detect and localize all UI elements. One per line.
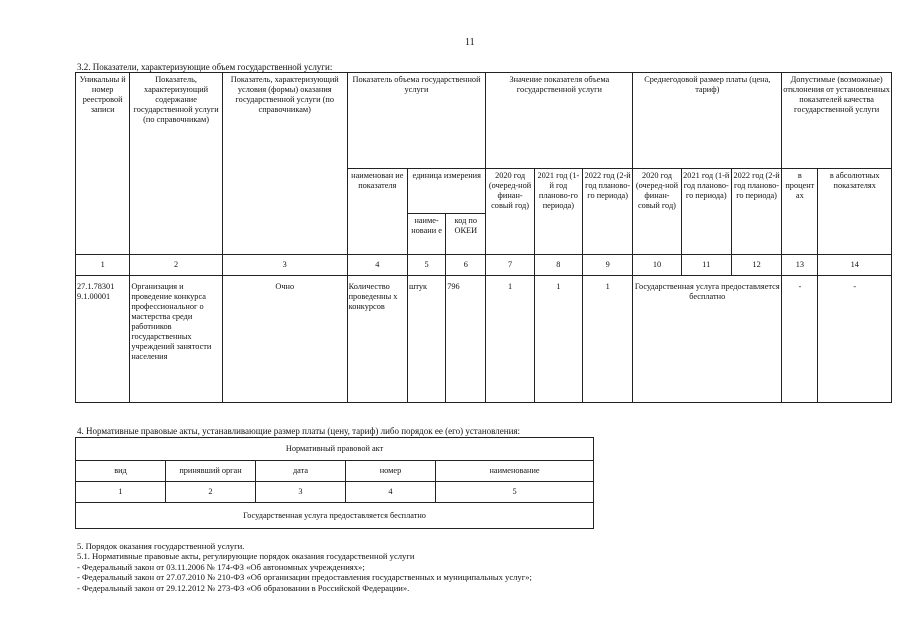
legal-acts-table: [75, 437, 594, 529]
column-number: 13: [782, 255, 818, 276]
section-5-1-title: 5.1. Нормативные правовые акты, регулирующие порядок оказания государственной услуги: [77, 551, 415, 562]
acts-column-type: вид: [76, 461, 166, 482]
header-value-2021: 2021 год (1-й год планово-го периода): [534, 169, 582, 255]
header-payment-2020: 2020 год (очеред-ной финан-совый год): [633, 169, 681, 255]
volume-indicators-table: [75, 72, 892, 403]
column-number: 11: [681, 255, 731, 276]
header-in-absolute: в абсолютных показателях: [818, 169, 892, 255]
cell-indicator-name: Количество проведенны х конкурсов: [347, 276, 407, 403]
column-number: 5: [436, 482, 594, 503]
acts-column-number: номер: [346, 461, 436, 482]
acts-column-authority: принявший орган: [166, 461, 256, 482]
column-number: 6: [446, 255, 486, 276]
cell-unit-name: штук: [407, 276, 445, 403]
cell-content: Организация и проведение конкурса профессиональног о мастерства среди работников государственных учреждений занятости населения: [130, 276, 223, 403]
page-number: 11: [465, 37, 475, 48]
column-number: 3: [222, 255, 347, 276]
column-number: 4: [346, 482, 436, 503]
header-volume-indicator: Показатель объема государственной услуги: [347, 73, 486, 169]
table-row: [76, 276, 892, 403]
header-content-indicator: Показатель, характеризующий содержание государственной услуги (по справочникам): [130, 73, 223, 255]
column-number: 2: [166, 482, 256, 503]
section-4-title: 4. Нормативные правовые акты, устанавливающие размер платы (цену, тариф) либо порядок ее (его) установления:: [77, 426, 521, 436]
header-indicator-name: наименован ие показателя: [347, 169, 407, 255]
cell-okei-code: 796: [446, 276, 486, 403]
cell-deviation-absolute: -: [818, 276, 892, 403]
column-number: 3: [256, 482, 346, 503]
column-number: 2: [130, 255, 223, 276]
column-number: 10: [633, 255, 681, 276]
cell-value-2022: 1: [583, 276, 633, 403]
header-allowed-deviations: Допустимые (возможные) отклонения от установленных показателей качества государственной услуги: [782, 73, 892, 169]
header-payment-2022: 2022 год (2-й год планово-го периода): [731, 169, 781, 255]
acts-column-name: наименование: [436, 461, 594, 482]
column-number: 9: [583, 255, 633, 276]
column-number: 12: [731, 255, 781, 276]
acts-column-date: дата: [256, 461, 346, 482]
cell-form: Очно: [222, 276, 347, 403]
column-number: 14: [818, 255, 892, 276]
law-item: - Федеральный закон от 27.07.2010 № 210-ФЗ «Об организации предоставления государственных и муниципальных услуг»;: [77, 572, 532, 583]
header-value-2020: 2020 год (очеред-ной финан-совый год): [486, 169, 534, 255]
cell-unique-number: 27.1.78301 9.1.00001: [76, 276, 130, 403]
header-avg-payment: Среднегодовой размер платы (цена, тариф): [633, 73, 782, 169]
header-unique-number: Уникальны й номер реестровой записи: [76, 73, 130, 255]
header-unit-name: наиме-новани е: [407, 214, 445, 255]
column-number: 7: [486, 255, 534, 276]
header-conditions-indicator: Показатель, характеризующий условия (формы) оказания государственной услуги (по справочникам): [222, 73, 347, 255]
column-number: 1: [76, 482, 166, 503]
law-item: - Федеральный закон от 29.12.2012 № 273-ФЗ «Об образовании в Российской Федерации».: [77, 582, 410, 593]
law-item: - Федеральный закон от 03.11.2006 № 174-ФЗ «Об автономных учреждениях»;: [77, 561, 365, 572]
column-number: 1: [76, 255, 130, 276]
section-5: [77, 541, 532, 593]
column-number: 8: [534, 255, 582, 276]
cell-deviation-percent: -: [782, 276, 818, 403]
column-number: 5: [407, 255, 445, 276]
section-3-2-title: 3.2. Показатели, характеризующие объем государственной услуги:: [77, 62, 333, 72]
cell-payment-note: Государственная услуга предоставляется бесплатно: [633, 276, 782, 403]
acts-free-service-note: Государственная услуга предоставляется бесплатно: [76, 503, 594, 529]
header-unit: единица измерения: [407, 169, 485, 214]
cell-value-2020: 1: [486, 276, 534, 403]
acts-table-title: Нормативный правовой акт: [76, 438, 594, 461]
header-volume-value: Значение показателя объема государственной услуги: [486, 73, 633, 169]
header-okei-code: код по ОКЕИ: [446, 214, 486, 255]
cell-value-2021: 1: [534, 276, 582, 403]
section-5-title: 5. Порядок оказания государственной услуги.: [77, 541, 245, 551]
header-value-2022: 2022 год (2-й год планово-го периода): [583, 169, 633, 255]
header-payment-2021: 2021 год (1-й год планово-го периода): [681, 169, 731, 255]
column-number: 4: [347, 255, 407, 276]
header-in-percent: в процент ах: [782, 169, 818, 255]
